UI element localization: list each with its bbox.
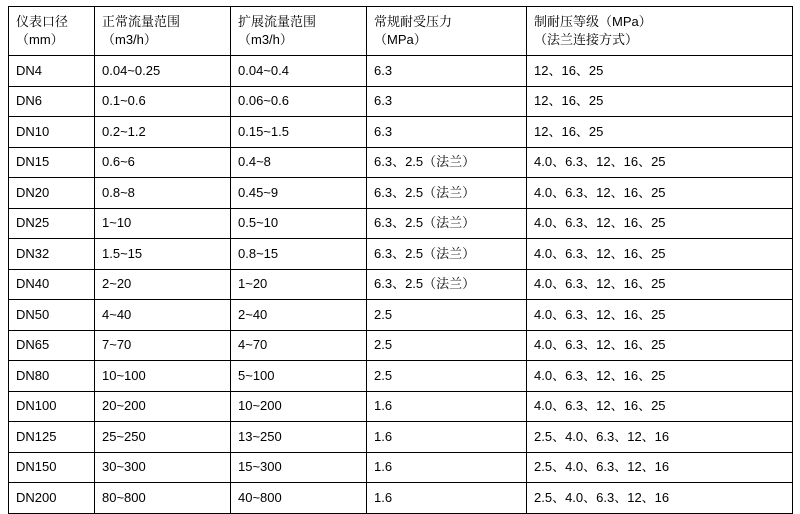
cell-standard-pressure: 6.3、2.5（法兰）: [367, 269, 527, 300]
table-row: [9, 361, 793, 392]
cell-standard-pressure: 1.6: [367, 452, 527, 483]
cell-diameter: DN20: [9, 178, 95, 209]
cell-extended-flow: 10~200: [231, 391, 367, 422]
cell-pressure-rating: 4.0、6.3、12、16、25: [527, 147, 793, 178]
cell-pressure-rating: 12、16、25: [527, 86, 793, 117]
header-line-2: （mm）: [16, 32, 64, 47]
cell-diameter: DN125: [9, 422, 95, 453]
cell-pressure-rating: 4.0、6.3、12、16、25: [527, 178, 793, 209]
cell-diameter: DN15: [9, 147, 95, 178]
cell-extended-flow: 5~100: [231, 361, 367, 392]
cell-extended-flow: 2~40: [231, 300, 367, 331]
cell-diameter: DN100: [9, 391, 95, 422]
table-row: [9, 239, 793, 270]
cell-diameter: DN80: [9, 361, 95, 392]
cell-extended-flow: 13~250: [231, 422, 367, 453]
cell-standard-pressure: 1.6: [367, 422, 527, 453]
table-body: [9, 56, 793, 514]
header-line-1: 仪表口径: [16, 13, 69, 29]
table-row: [9, 391, 793, 422]
cell-pressure-rating: 12、16、25: [527, 56, 793, 87]
cell-standard-pressure: 2.5: [367, 361, 527, 392]
cell-standard-pressure: 6.3、2.5（法兰）: [367, 239, 527, 270]
header-line-2: （m3/h）: [102, 32, 157, 47]
flowmeter-spec-table: [8, 6, 793, 514]
header-cell-pressure-rating: [527, 7, 793, 56]
header-cell-normal-flow-range: [95, 7, 231, 56]
header-line-2: （MPa）: [374, 32, 427, 47]
header-line-1: 扩展流量范围: [238, 13, 317, 29]
cell-pressure-rating: 4.0、6.3、12、16、25: [527, 239, 793, 270]
cell-normal-flow: 4~40: [95, 300, 231, 331]
cell-extended-flow: 4~70: [231, 330, 367, 361]
cell-diameter: DN200: [9, 483, 95, 514]
table-row: [9, 86, 793, 117]
table-row: [9, 300, 793, 331]
table-row: [9, 330, 793, 361]
cell-diameter: DN10: [9, 117, 95, 148]
cell-extended-flow: 0.5~10: [231, 208, 367, 239]
cell-normal-flow: 0.1~0.6: [95, 86, 231, 117]
cell-standard-pressure: 1.6: [367, 483, 527, 514]
cell-diameter: DN150: [9, 452, 95, 483]
table-row: [9, 178, 793, 209]
cell-normal-flow: 1~10: [95, 208, 231, 239]
cell-extended-flow: 0.06~0.6: [231, 86, 367, 117]
cell-pressure-rating: 4.0、6.3、12、16、25: [527, 208, 793, 239]
cell-diameter: DN4: [9, 56, 95, 87]
cell-pressure-rating: 2.5、4.0、6.3、12、16: [527, 483, 793, 514]
table-row: [9, 269, 793, 300]
cell-normal-flow: 20~200: [95, 391, 231, 422]
table-row: [9, 483, 793, 514]
cell-standard-pressure: 6.3: [367, 117, 527, 148]
cell-normal-flow: 30~300: [95, 452, 231, 483]
cell-extended-flow: 0.15~1.5: [231, 117, 367, 148]
cell-extended-flow: 0.04~0.4: [231, 56, 367, 87]
cell-diameter: DN6: [9, 86, 95, 117]
table-row: [9, 56, 793, 87]
cell-diameter: DN40: [9, 269, 95, 300]
cell-normal-flow: 80~800: [95, 483, 231, 514]
cell-standard-pressure: 6.3: [367, 86, 527, 117]
cell-pressure-rating: 4.0、6.3、12、16、25: [527, 330, 793, 361]
header-line-2: （m3/h）: [238, 32, 293, 47]
header-line-1: 正常流量范围: [102, 13, 181, 29]
cell-extended-flow: 15~300: [231, 452, 367, 483]
header-cell-extended-flow-range: [231, 7, 367, 56]
cell-normal-flow: 10~100: [95, 361, 231, 392]
cell-diameter: DN25: [9, 208, 95, 239]
cell-pressure-rating: 2.5、4.0、6.3、12、16: [527, 452, 793, 483]
cell-normal-flow: 0.6~6: [95, 147, 231, 178]
cell-extended-flow: 1~20: [231, 269, 367, 300]
cell-normal-flow: 7~70: [95, 330, 231, 361]
cell-normal-flow: 1.5~15: [95, 239, 231, 270]
cell-standard-pressure: 2.5: [367, 330, 527, 361]
table-row: [9, 422, 793, 453]
cell-standard-pressure: 6.3、2.5（法兰）: [367, 178, 527, 209]
cell-normal-flow: 0.2~1.2: [95, 117, 231, 148]
cell-pressure-rating: 2.5、4.0、6.3、12、16: [527, 422, 793, 453]
header-cell-diameter: [9, 7, 95, 56]
header-row: [9, 7, 793, 56]
cell-diameter: DN50: [9, 300, 95, 331]
cell-pressure-rating: 12、16、25: [527, 117, 793, 148]
cell-extended-flow: 0.8~15: [231, 239, 367, 270]
cell-normal-flow: 25~250: [95, 422, 231, 453]
cell-normal-flow: 2~20: [95, 269, 231, 300]
cell-extended-flow: 0.45~9: [231, 178, 367, 209]
cell-standard-pressure: 2.5: [367, 300, 527, 331]
cell-pressure-rating: 4.0、6.3、12、16、25: [527, 269, 793, 300]
cell-pressure-rating: 4.0、6.3、12、16、25: [527, 300, 793, 331]
cell-extended-flow: 40~800: [231, 483, 367, 514]
header-line-2: （法兰连接方式）: [534, 32, 639, 47]
table-row: [9, 208, 793, 239]
cell-diameter: DN65: [9, 330, 95, 361]
cell-standard-pressure: 6.3、2.5（法兰）: [367, 208, 527, 239]
cell-standard-pressure: 1.6: [367, 391, 527, 422]
table-row: [9, 117, 793, 148]
cell-normal-flow: 0.04~0.25: [95, 56, 231, 87]
cell-pressure-rating: 4.0、6.3、12、16、25: [527, 361, 793, 392]
header-line-1: 常规耐受压力: [374, 13, 453, 29]
cell-pressure-rating: 4.0、6.3、12、16、25: [527, 391, 793, 422]
header-line-1: 制耐压等级（MPa）: [534, 13, 652, 29]
table-row: [9, 452, 793, 483]
cell-standard-pressure: 6.3、2.5（法兰）: [367, 147, 527, 178]
cell-standard-pressure: 6.3: [367, 56, 527, 87]
cell-extended-flow: 0.4~8: [231, 147, 367, 178]
cell-diameter: DN32: [9, 239, 95, 270]
table-row: [9, 147, 793, 178]
cell-normal-flow: 0.8~8: [95, 178, 231, 209]
table-header: [9, 7, 793, 56]
header-cell-standard-pressure: [367, 7, 527, 56]
